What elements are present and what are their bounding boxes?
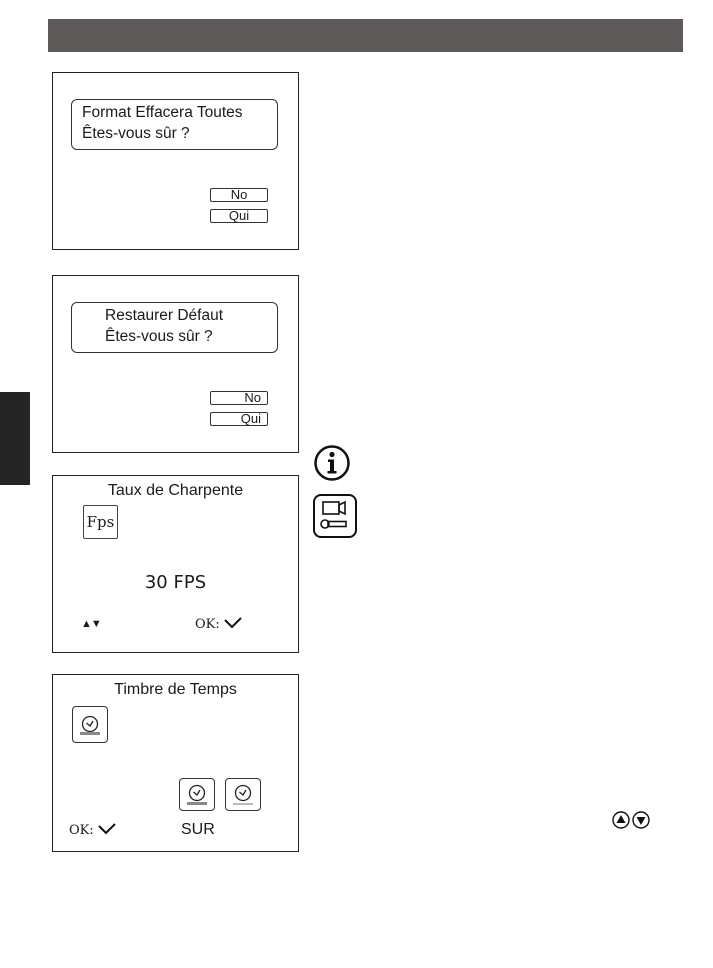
- timestamp-title: Timbre de Temps: [114, 681, 237, 698]
- format-yes-button[interactable]: Qui: [210, 209, 268, 223]
- timestamp-off-option[interactable]: [225, 778, 261, 811]
- restore-message-line2: Êtes-vous sûr ?: [105, 328, 213, 345]
- info-icon: [313, 444, 351, 482]
- timestamp-menu-icon: [72, 706, 108, 743]
- ok-label: OK:: [69, 823, 94, 838]
- timestamp-option-label: SUR: [181, 821, 215, 838]
- format-confirm-screen: [52, 72, 299, 250]
- clock-icon: [234, 784, 252, 802]
- clock-icon: [81, 715, 99, 733]
- restore-default-screen: [52, 275, 299, 453]
- timestamp-ok-hint: [69, 823, 116, 838]
- clock-underline: [187, 802, 207, 805]
- timestamp-screen: [52, 674, 299, 852]
- language-side-tab: [0, 392, 30, 485]
- frame-rate-value: 30 FPS: [144, 572, 207, 593]
- format-message-line2: Êtes-vous sûr ?: [82, 125, 190, 142]
- down-arrow-circle-icon: [633, 812, 649, 828]
- format-message-box: [71, 99, 278, 150]
- frame-rate-title: Taux de Charpente: [107, 482, 244, 499]
- format-message-line1: Format Effacera Toutes: [82, 104, 243, 121]
- timestamp-on-option[interactable]: [179, 778, 215, 811]
- frame-rate-screen: [52, 475, 299, 653]
- up-arrow-circle-icon: [613, 812, 629, 828]
- clock-icon: [188, 784, 206, 802]
- restore-yes-button[interactable]: Qui: [210, 412, 268, 426]
- frame-rate-ok-hint: [195, 617, 242, 632]
- fps-icon: Fps: [83, 505, 118, 539]
- checkmark-icon: [224, 617, 242, 629]
- format-no-button[interactable]: No: [210, 188, 268, 202]
- up-down-nav-icons: [612, 810, 652, 830]
- restore-message-box: [71, 302, 278, 353]
- ok-label: OK:: [195, 617, 220, 632]
- header-bar: [48, 19, 683, 52]
- checkmark-icon: [98, 823, 116, 835]
- up-down-arrows-hint: ▲▼: [81, 618, 101, 630]
- clock-underline: [80, 732, 100, 735]
- restore-no-button[interactable]: No: [210, 391, 268, 405]
- camera-wrench-icon: [313, 494, 357, 538]
- restore-message-line1: Restaurer Défaut: [105, 307, 224, 324]
- clock-underline-faint: [233, 803, 253, 805]
